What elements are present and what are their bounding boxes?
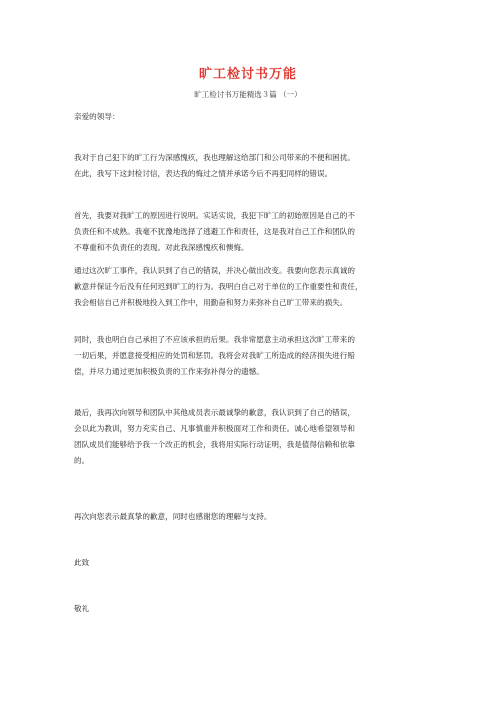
document-title: 旷工检讨书万能: [198, 67, 297, 82]
paragraph-line: 再次向您表示最真挚的歉意，同时也感谢您的理解与支持。: [74, 512, 272, 521]
paragraph-4: [74, 332, 430, 380]
paragraph-line: 在此，我写下这封检讨信，表达我的悔过之情并承诺今后不再犯同样的错误。: [74, 169, 333, 178]
paragraph-6: [74, 509, 430, 525]
paragraph-line: 一切后果，并愿意接受相应的处罚和惩罚。我将会对我旷工所造成的经济损失进行赔: [74, 351, 355, 360]
document-subtitle: 旷工检讨书万能精选３篇 （一）: [194, 90, 302, 99]
paragraph-line: 负责任和不成熟。我毫不犹豫地选择了逃避工作和责任，这是我对自己工作和团队的: [74, 227, 355, 236]
paragraph-line: 通过这次旷工事件，我认识到了自己的错误，并决心做出改变。我要向您表示真诚的: [74, 266, 355, 275]
paragraph-line: 首先，我要对我旷工的原因进行说明。实话实说，我犯下旷工的初始原因是自己的不: [74, 211, 355, 220]
paragraph-line: 团队成员们能够给予我一个改正的机会，我将用实际行动证明，我是值得信赖和依靠: [74, 440, 355, 449]
paragraph-line: 偿，并尽力通过更加积极负责的工作来弥补得分的遗憾。: [74, 367, 264, 376]
closing-jing-li: 敬礼: [74, 604, 90, 613]
paragraph-line: 我会相信自己并积极地投入到工作中，用勤奋和努力来弥补自己旷工带来的损失。: [74, 298, 348, 307]
paragraph-line: 不尊重和不负责任的表现。对此我深感愧疚和懊悔。: [74, 243, 249, 252]
paragraph-5: [74, 405, 430, 469]
salutation: 亲爱的领导：: [74, 112, 120, 121]
closing-ci-zhi: 此致: [74, 558, 90, 567]
paragraph-1: [74, 150, 430, 182]
paragraph-3: [74, 263, 430, 311]
paragraph-2: [74, 208, 430, 256]
paragraph-line: 最后，我再次向领导和团队中其他成员表示最诚挚的歉意，我认识到了自己的错误，: [74, 408, 355, 417]
paragraph-line: 的。: [74, 456, 90, 465]
paragraph-line: 同时，我也明白自己承担了不应该承担的后果。我非常愿意主动承担这次旷工带来的: [74, 335, 355, 344]
paragraph-line: 我对于自己犯下的旷工行为深感愧疚，我也理解这给部门和公司带来的不便和困扰。: [74, 153, 355, 162]
paragraph-line: 会以此为教训，努力充实自己、凡事慎重并积极面对工作和责任。诚心地希望领导和: [74, 424, 355, 433]
paragraph-line: 歉意并保证今后没有任何迟到旷工的行为。我明白自己对于单位的工作重要性和责任，: [74, 282, 363, 291]
